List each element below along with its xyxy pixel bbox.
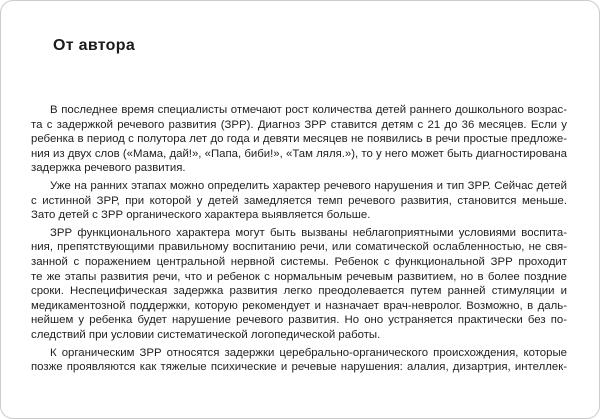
text-line: сроки. Неспецифическая задержка развития легко преодолевается путем ранней стимуляции и xyxy=(31,285,567,298)
page-title: От автора xyxy=(53,37,136,54)
paragraph xyxy=(31,226,567,343)
text-line: медикаментозной поддержки, которую рекомендует и назначает врач-невролог. Возможно, в даль- xyxy=(31,299,567,312)
text-line: задержка речевого развития. xyxy=(31,162,186,175)
text-line: В последнее время специалисты отмечают рост количества детей раннего дошкольного возрас- xyxy=(50,104,567,116)
text-line: позже проявляются как тяжелые психические и речевые нарушения: алалия, дизартрия, интеллек- xyxy=(31,361,567,374)
text-line: К органическим ЗРР относятся задержки церебрально-органического происхождения, которые xyxy=(50,346,567,359)
paragraph xyxy=(31,179,567,223)
text-line: ЗРР функционального характера могут быть вызваны неблагоприятными условиями воспита- xyxy=(50,226,567,239)
text-line: Уже на ранних этапах можно определить характер речевого нарушения и тип ЗРР. Сейчас детей xyxy=(50,179,567,192)
text-line: ребенка в период с полутора лет до года и девяти месяцев не появились в речи простые предложе- xyxy=(31,133,567,146)
text-line: Зато детей с ЗРР органического характера выявляется больше. xyxy=(31,209,371,222)
text-line: с истинной ЗРР, при которой у детей замедляется темп речевого развития, становится меньше. xyxy=(31,194,567,207)
text-line: те же этапы развития речи, что и ребенок с нормальным речевым развитием, но в более поздние xyxy=(31,270,567,283)
text-line: занной с поражением центральной нервной системы. Ребенок с функциональной ЗРР проходит xyxy=(31,255,567,268)
text-line: ния из двух слов («Мама, дай!», «Папа, биби!», «Там ляля.»), то у него может быть диагностирована xyxy=(31,147,567,160)
paragraphs xyxy=(31,103,567,378)
paragraph xyxy=(31,346,567,375)
paragraph xyxy=(31,103,567,176)
text-line: нейшем у ребенка будет нарушение речевого развития. Но оно устраняется практически без по- xyxy=(31,314,567,327)
text-line: ния, препятствующими правильному воспитанию речи, или соматической ослабленностью, не свя- xyxy=(31,241,567,254)
text-line: следствий при условии систематической логопедической работы. xyxy=(31,328,381,341)
text-line: та с задержкой речевого развития (ЗРР). Диагноз ЗРР ставится детям с 21 до 36 месяцев. Если у xyxy=(31,118,567,131)
